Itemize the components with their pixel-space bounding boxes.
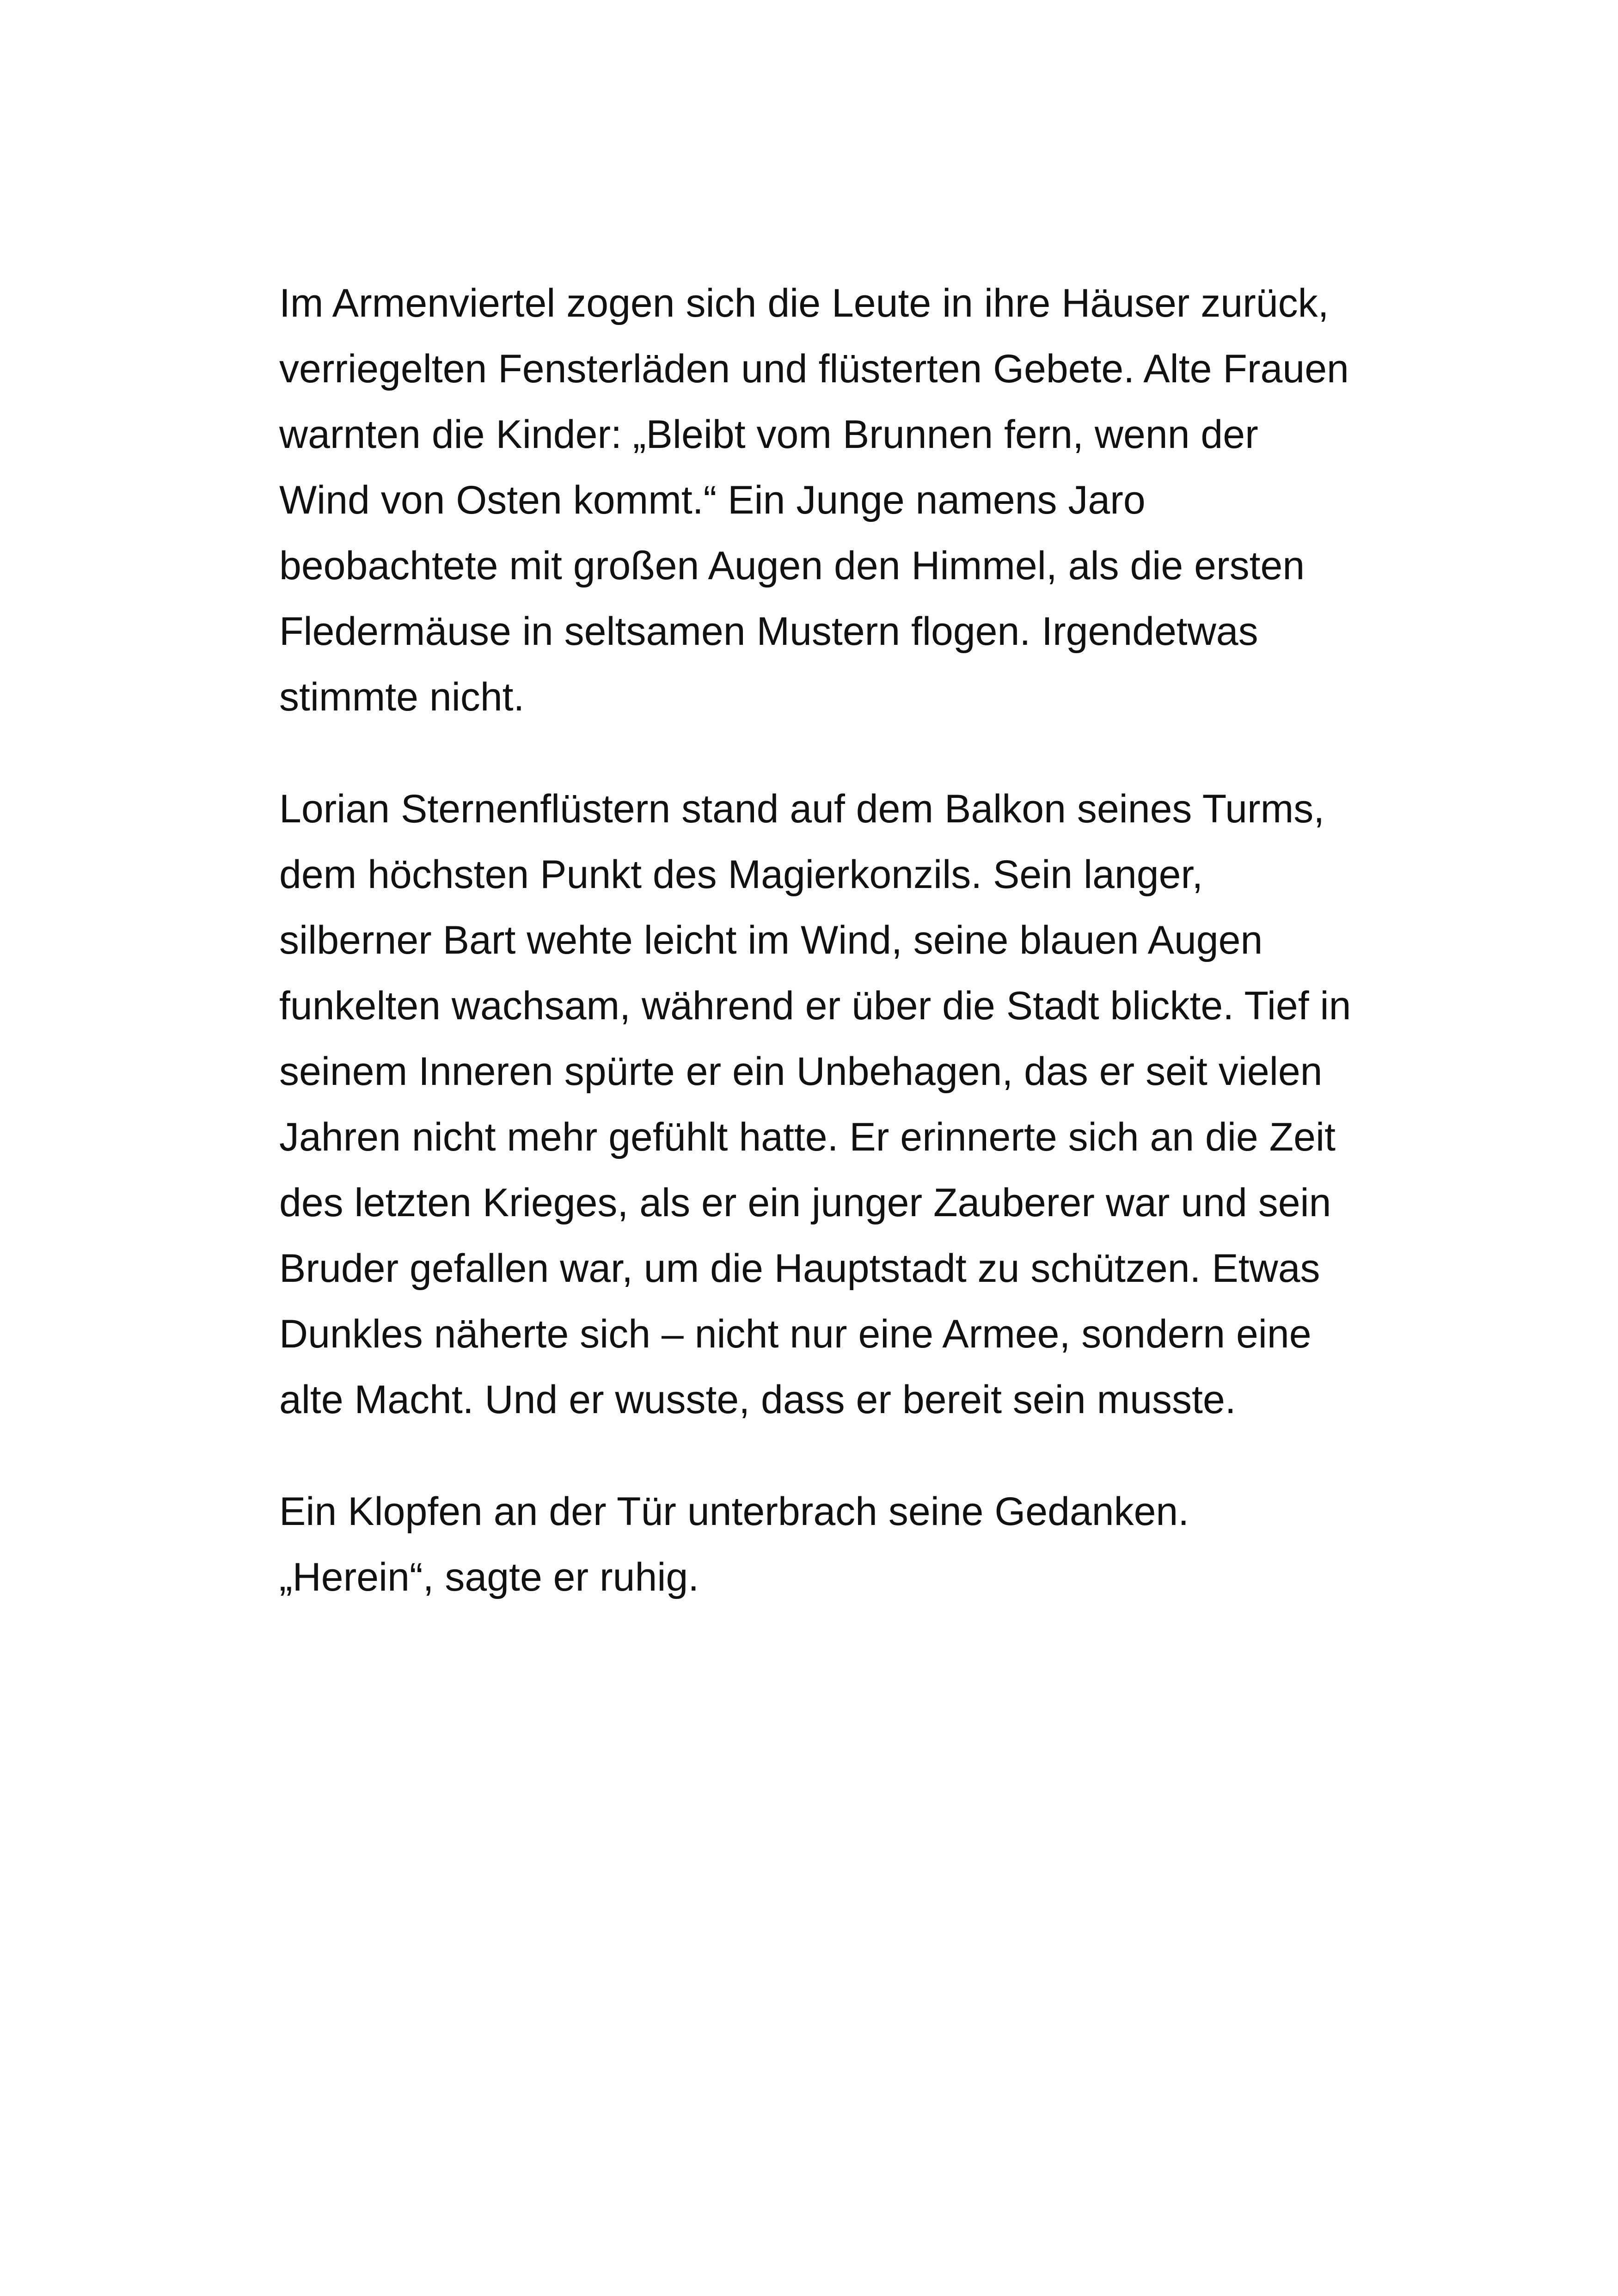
paragraph-1: Im Armenviertel zogen sich die Leute in ihre Häuser zurück, verriegelten Fensterläden und flüsterten Gebete. Alte Frauen warnten die Kinder: „Bleibt vom Brunnen fern, wenn der Wind von Osten kommt.“ Ein Junge namens Jaro beobachtete mit großen Augen den Himmel, als die ersten Fledermäuse in seltsamen Mustern flogen. Irgendetwas stimmte nicht. bbox=[279, 281, 1349, 719]
paragraph-2: Lorian Sternenflüstern stand auf dem Balkon seines Turms, dem höchsten Punkt des Magierkonzils. Sein langer, silberner Bart wehte leicht im Wind, seine blauen Augen funkelten wachsam, während er über die Stadt blickte. Tief in seinem Inneren spürte er ein Unbehagen, das er seit vielen Jahren nicht mehr gefühlt hatte. Er erinnerte sich an die Zeit des letzten Krieges, als er ein junger Zauberer war und sein Bruder gefallen war, um die Hauptstadt zu schützen. Etwas Dunkles näherte sich – nicht nur eine Armee, sondern eine alte Macht. Und er wusste, dass er bereit sein musste. bbox=[279, 787, 1351, 1422]
text-block bbox=[279, 270, 1352, 1610]
paragraph-3: Ein Klopfen an der Tür unterbrach seine Gedanken. „Herein“, sagte er ruhig. bbox=[279, 1489, 1189, 1599]
